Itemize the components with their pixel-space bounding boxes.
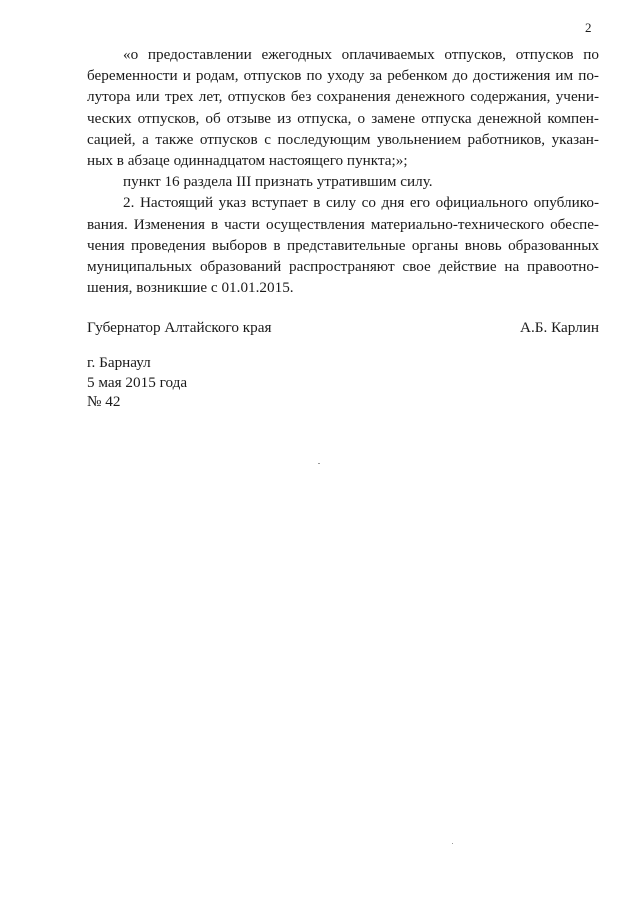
text-line: «о предоставлении ежегодных оплачиваемых отпусков, отпусков по bbox=[123, 46, 599, 63]
city: г. Барнаул bbox=[87, 354, 151, 371]
page-number: 2 bbox=[585, 20, 592, 35]
text-line: чения проведения выборов в представительные органы вновь образованных bbox=[87, 236, 599, 254]
signature-block bbox=[87, 319, 599, 337]
text-line: лутора или трех лет, отпусков без сохранения денежного содержания, учени- bbox=[87, 88, 599, 106]
decree-number: № 42 bbox=[87, 393, 121, 410]
place-date-block bbox=[87, 353, 187, 412]
text-line: 2. Настоящий указ вступает в силу со дня его официального опублико- bbox=[123, 194, 599, 212]
text-line: сацией, а также отпусков с последующим увольнением работников, указан- bbox=[87, 130, 599, 148]
signatory-name: А.Б. Карлин bbox=[520, 319, 599, 336]
text-line: беременности и родам, отпусков по уходу за ребенком до достижения им по- bbox=[87, 67, 599, 85]
text-line: пункт 16 раздела III признать утратившим силу. bbox=[123, 173, 433, 191]
scan-speck bbox=[318, 463, 320, 464]
document-body bbox=[87, 44, 599, 298]
scan-speck bbox=[452, 843, 453, 844]
text-line: вания. Изменения в части осуществления материально-технического обеспе- bbox=[87, 215, 599, 233]
text-line: ческих отпусков, об отзыве из отпуска, о замене отпуска денежной компен- bbox=[87, 109, 599, 127]
text-line: ных в абзаце одиннадцатом настоящего пункта;»; bbox=[87, 152, 408, 170]
text-line: муниципальных образований распространяют свое действие на правоотно- bbox=[87, 258, 599, 276]
signatory-position: Губернатор Алтайского края bbox=[87, 319, 272, 336]
date: 5 мая 2015 года bbox=[87, 373, 188, 391]
text-line: шения, возникшие с 01.01.2015. bbox=[87, 279, 294, 297]
